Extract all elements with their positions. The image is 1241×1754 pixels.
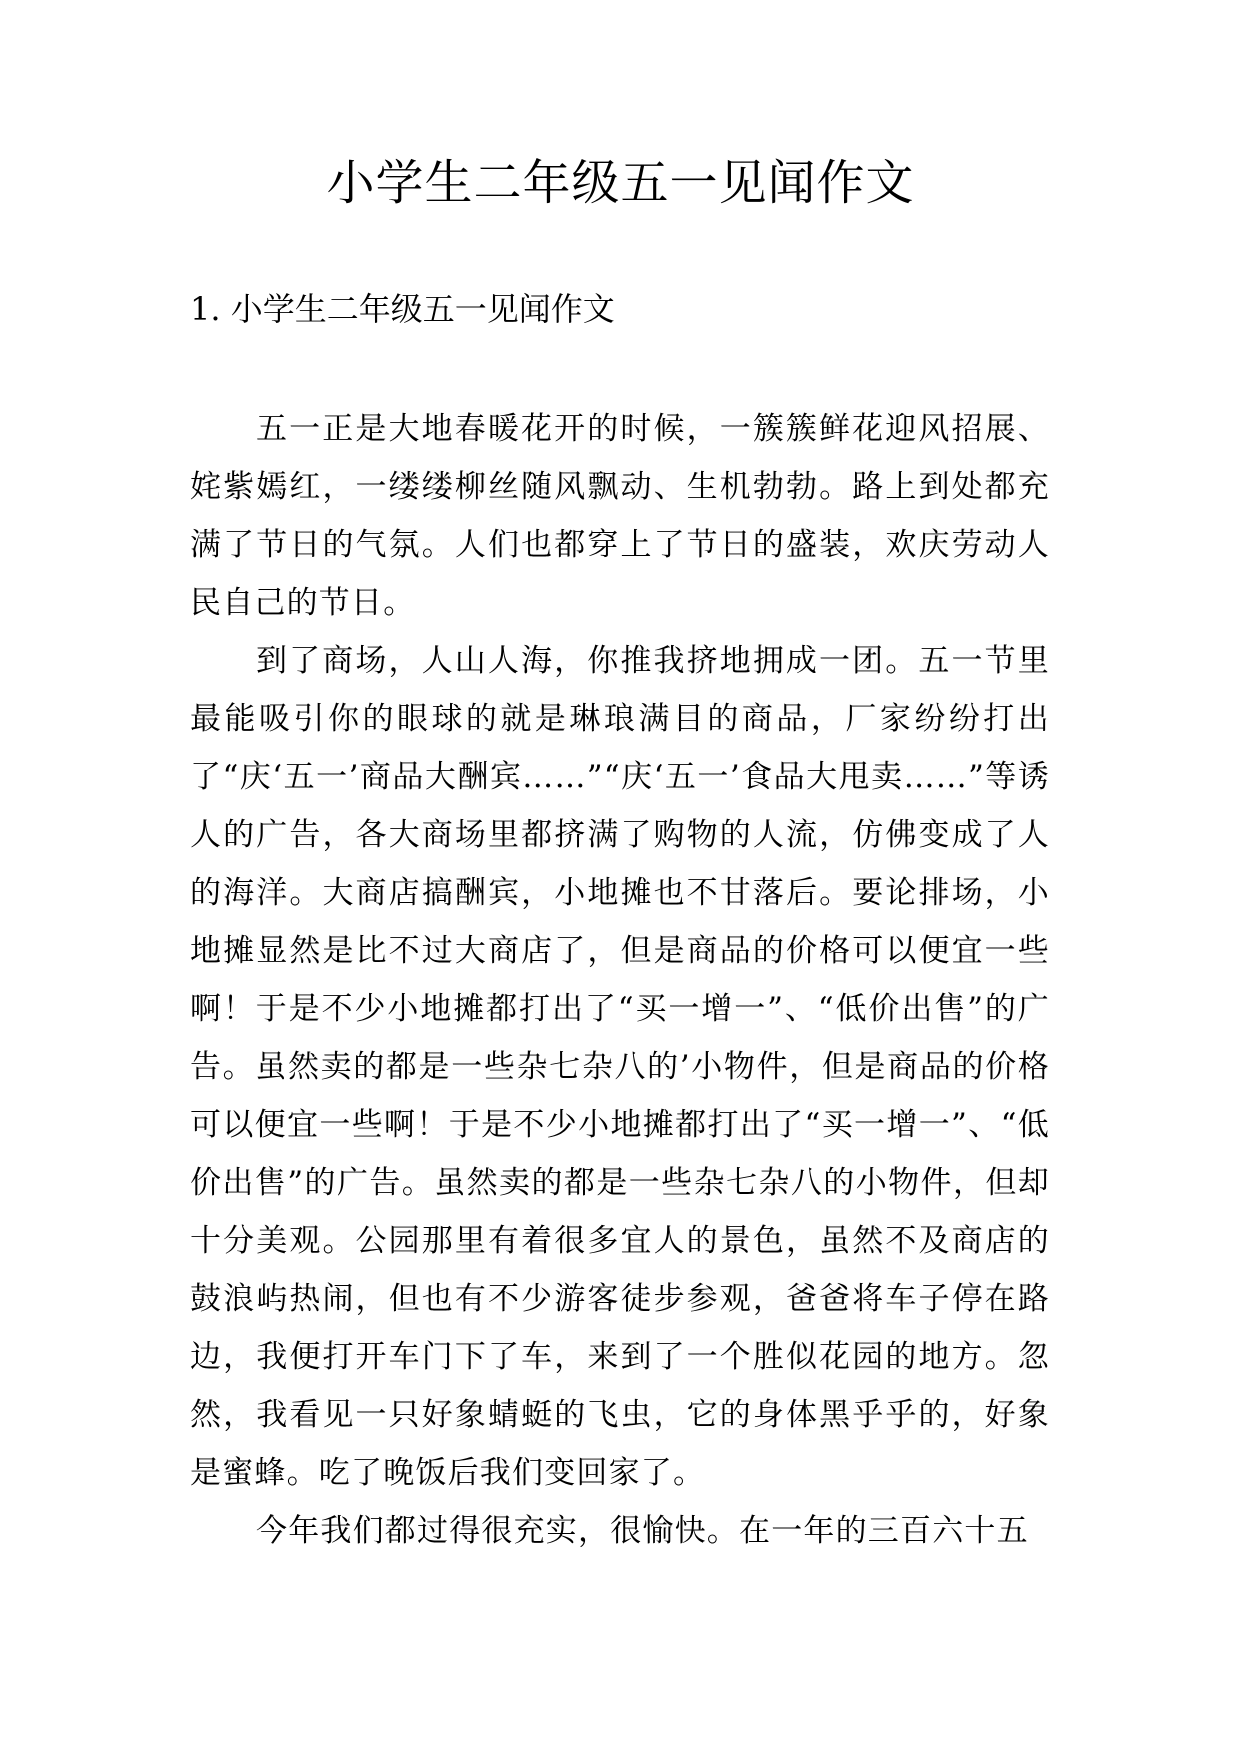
document-body [190, 400, 1050, 1560]
document-title: 小学生二年级五一见闻作文 [326, 155, 915, 211]
paragraph-1: 五一正是大地春暖花开的时候，一簇簇鲜花迎风招展、姹紫嫣红，一缕缕柳丝随风飘动、生机勃勃。路上到处都充满了节日的气氛。人们也都穿上了节日的盛装，欢庆劳动人民自己的节日。 [190, 411, 1050, 621]
paragraph-2: 到了商场，人山人海，你推我挤地拥成一团。五一节里最能吸引你的眼球的就是琳琅满目的商品，厂家纷纷打出了“庆‘五一’商品大酬宾……”“庆‘五一’食品大甩卖……”等诱人的广告，各大商场里都挤满了购物的人流，仿佛变成了人的海洋。大商店搞酬宾，小地摊也不甘落后。要论排场，小地摊显然是比不过大商店了，但是商品的价格可以便宜一些啊！于是不少小地摊都打出了“买一增一”、“低价出售”的广告。虽然卖的都是一些杂七杂八的’小物件，但是商品的价格可以便宜一些啊！于是不少小地摊都打出了“买一增一”、“低价出售”的广告。虽然卖的都是一些杂七杂八的小物件，但却十分美观。公园那里有着很多宜人的景色，虽然不及商店的鼓浪屿热闹，但也有不少游客徒步参观，爸爸将车子停在路边，我便打开车门下了车，来到了一个胜似花园的地方。忽然，我看见一只好象蜻蜓的飞虫，它的身体黑乎乎的，好象是蜜蜂。吃了晚饭后我们变回家了。 [190, 643, 1050, 1491]
paragraph-3: 今年我们都过得很充实，很愉快。在一年的三百六十五 [256, 1513, 1029, 1549]
section-heading: 1. 小学生二年级五一见闻作文 [190, 290, 615, 328]
